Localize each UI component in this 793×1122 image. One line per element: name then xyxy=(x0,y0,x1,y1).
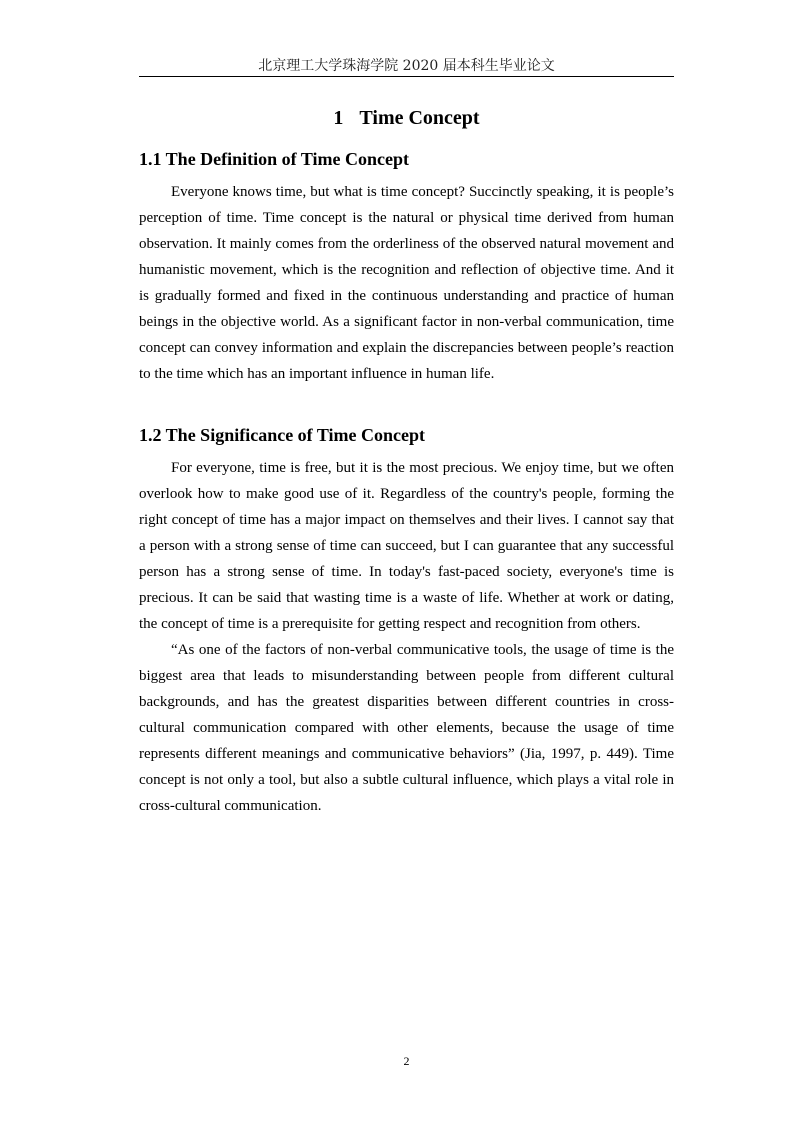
chapter-number: 1 xyxy=(333,107,344,129)
section-body-1-2 xyxy=(139,455,674,819)
paragraph: Everyone knows time, but what is time concept? Succinctly speaking, it is people’s perception of time. Time concept is the natural or physical time derived from human observation. It mainly comes from the orderliness of the observed natural movement and humanistic movement, which is the recognition and reflection of objective time. And it is gradually formed and fixed in the continuous understanding and practice of human beings in the objective world. As a significant factor in non-verbal communication, time concept can convey information and explain the discrepancies between people’s reaction to the time which has an important influence in human life. xyxy=(139,184,674,382)
chapter-title xyxy=(139,104,674,132)
page-number: 2 xyxy=(403,1054,410,1068)
section-body-1-1 xyxy=(139,179,674,387)
running-header: 北京理工大学珠海学院 2020 届本科生毕业论文 xyxy=(258,58,555,74)
header-rule xyxy=(139,76,674,77)
section-heading-1-1: 1.1 The Definition of Time Concept xyxy=(139,149,410,169)
chapter-title-text: Time Concept xyxy=(359,107,480,129)
section-heading-1-2: 1.2 The Significance of Time Concept xyxy=(139,425,426,445)
paragraph: “As one of the factors of non-verbal communicative tools, the usage of time is the biggest area that leads to misunderstanding between people from different cultural backgrounds, and has the greatest disparities between different countries in cross-cultural communication compared with other elements, because the usage of time represents different meanings and communicative behaviors” (Jia, 1997, p. 449). Time concept is not only a tool, but also a subtle cultural influence, which plays a vital role in cross-cultural communication. xyxy=(139,642,674,814)
paragraph: For everyone, time is free, but it is the most precious. We enjoy time, but we often overlook how to make good use of it. Regardless of the country's people, forming the right concept of time has a major impact on themselves and their lives. I cannot say that a person with a strong sense of time can succeed, but I can guarantee that any successful person has a strong sense of time. In today's fast-paced society, everyone's time is precious. It can be said that wasting time is a waste of life. Whether at work or dating, the concept of time is a prerequisite for getting respect and recognition from others. xyxy=(139,460,674,632)
